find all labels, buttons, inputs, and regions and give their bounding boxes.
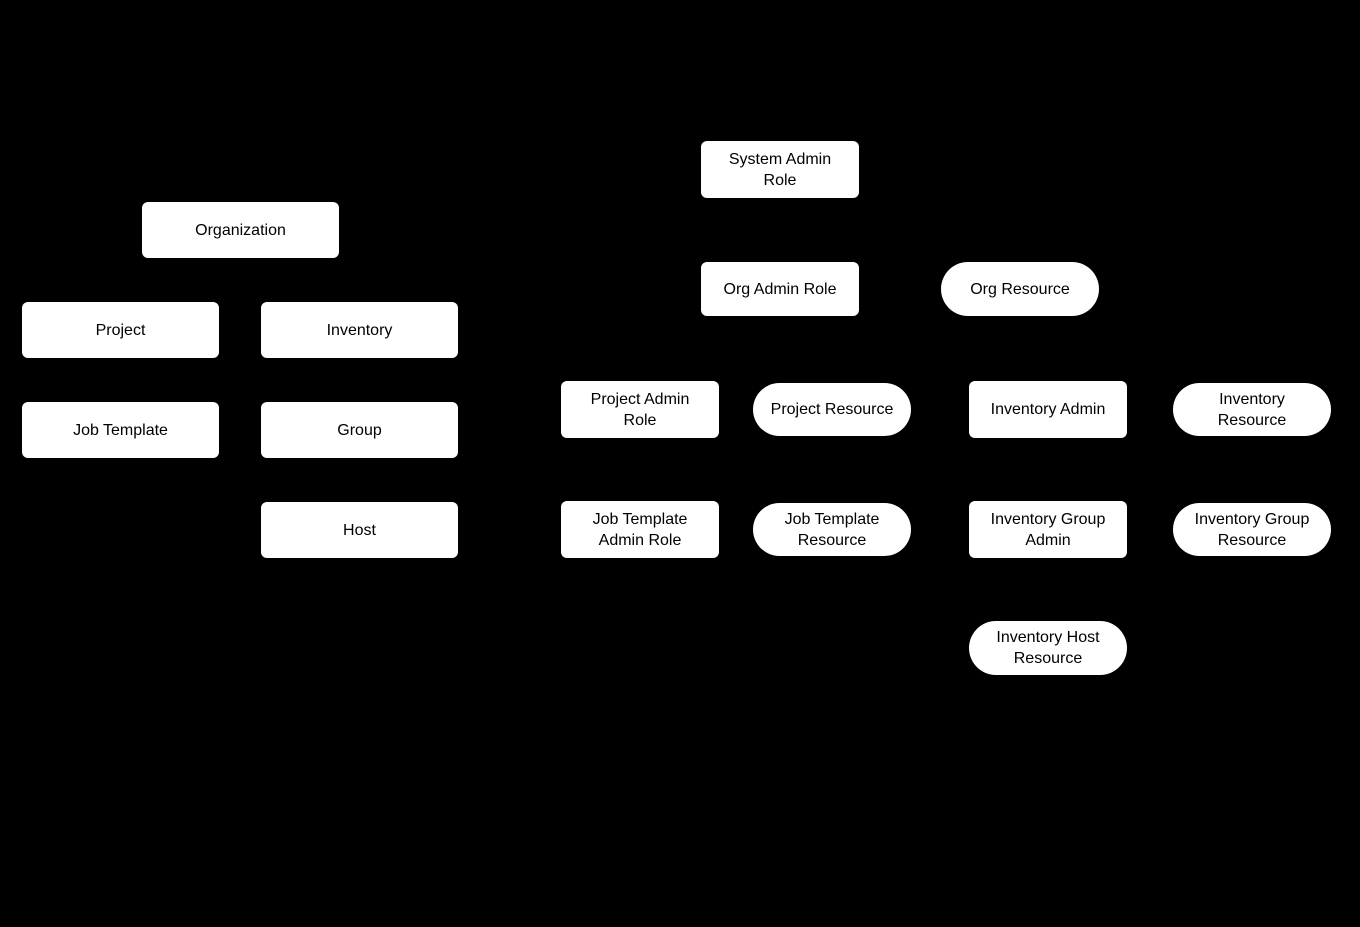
node-host: [261, 502, 458, 558]
node-system-admin-role: [701, 141, 859, 198]
node-inventory-label: Inventory: [326, 321, 393, 339]
node-inventory-admin-label: Inventory Admin: [990, 401, 1106, 418]
node-project-resource: [753, 383, 911, 436]
node-inventory-resource-label: Inventory Resource: [1217, 390, 1287, 429]
node-org-resource-label: Org Resource: [970, 280, 1070, 298]
node-job-template-resource: [753, 503, 911, 556]
node-org-admin-role-label: Org Admin Role: [723, 280, 837, 298]
node-project-resource-label: Project Resource: [770, 401, 894, 418]
node-job-template-admin-role: [561, 501, 719, 558]
node-inventory-admin: [969, 381, 1127, 438]
node-inventory-group-resource-label: Inventory Group Resource: [1194, 510, 1310, 549]
node-inventory-host-resource-label: Inventory Host Resource: [996, 629, 1100, 667]
node-host-label: Host: [343, 521, 376, 539]
node-system-admin-role-label: System Admin Role: [728, 150, 832, 189]
node-job-template-label: Job Template: [73, 421, 168, 439]
node-inventory-group-admin: [969, 501, 1127, 558]
node-organization: [142, 202, 339, 258]
node-project-admin-role-label: Project Admin Role: [590, 390, 690, 429]
node-inventory-group-admin-label: Inventory Group Admin: [990, 510, 1106, 549]
node-inventory: [261, 302, 458, 358]
node-inventory-host-resource: [969, 621, 1127, 675]
node-project-label: Project: [95, 321, 146, 339]
node-job-template-admin-role-label: Job Template Admin Role: [592, 510, 688, 549]
node-project-admin-role: [561, 381, 719, 438]
node-org-admin-role: [701, 262, 859, 316]
node-job-template-resource-label: Job Template Resource: [784, 510, 880, 549]
node-inventory-resource: [1173, 383, 1331, 436]
node-job-template: [22, 402, 219, 458]
node-project: [22, 302, 219, 358]
node-group-label: Group: [337, 421, 382, 439]
node-org-resource: [941, 262, 1099, 316]
node-group: [261, 402, 458, 458]
node-inventory-group-resource: [1173, 503, 1331, 556]
node-organization-label: Organization: [195, 221, 286, 239]
